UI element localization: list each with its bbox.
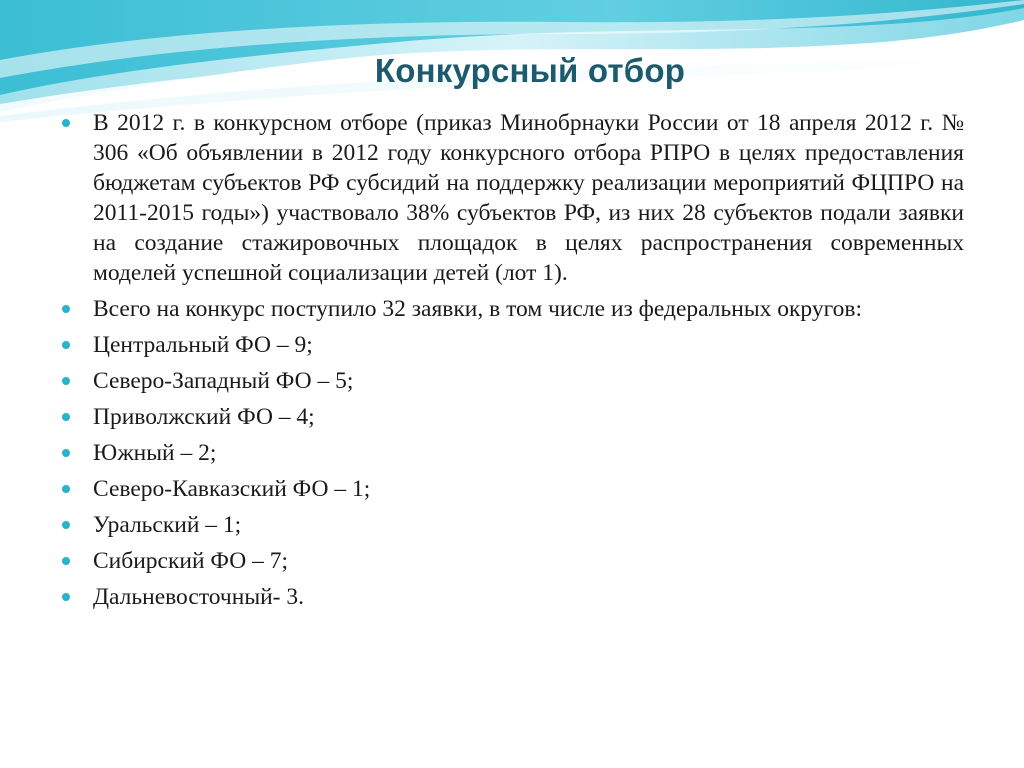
bullet-dot-icon: [62, 449, 70, 457]
bullet-dot-icon: [62, 593, 70, 601]
list-item: [62, 474, 964, 504]
list-item-text: Сибирский ФО – 7;: [93, 548, 289, 574]
bullet-dot-icon: [62, 557, 70, 565]
list-item-text: Северо-Западный ФО – 5;: [93, 368, 354, 394]
bullet-dot-icon: [62, 377, 70, 385]
list-item: [62, 330, 964, 360]
list-item-text: В 2012 г. в конкурсном отборе (приказ Минобрнауки России от 18 апреля 2012 г. № 306 «Об объявлении в 2012 году конкурсного отбора РПРО в целях предоставления бюджетам субъектов РФ субсидий на поддержку реализации мероприятий ФЦПРО на 2011-2015 годы») участвовало 38% субъектов РФ, из них 28 субъектов подали заявки на создание стажировочных площадок в целях распространения современных моделей успешной социализации детей (лот 1).: [93, 110, 964, 286]
list-item-text: Северо-Кавказский ФО – 1;: [93, 476, 371, 502]
list-item: [62, 108, 964, 288]
list-item-text: Центральный ФО – 9;: [93, 332, 313, 358]
list-item-text: Уральский – 1;: [93, 512, 242, 538]
list-item-text: Южный – 2;: [93, 440, 217, 466]
list-item: [62, 366, 964, 396]
list-item-text: Приволжский ФО – 4;: [93, 404, 315, 430]
list-item: [62, 546, 964, 576]
list-item-text: Всего на конкурс поступило 32 заявки, в том числе из федеральных округов:: [93, 296, 863, 322]
list-item: [62, 294, 964, 324]
bullet-dot-icon: [62, 413, 70, 421]
bullet-dot-icon: [62, 485, 70, 493]
bullet-list: [62, 108, 964, 618]
bullet-dot-icon: [62, 341, 70, 349]
bullet-dot-icon: [62, 119, 70, 127]
list-item: [62, 582, 964, 612]
list-item-text: Дальневосточный- 3.: [93, 584, 305, 610]
bullet-dot-icon: [62, 305, 70, 313]
slide-title: Конкурсный отбор: [374, 52, 686, 89]
list-item: [62, 510, 964, 540]
bullet-dot-icon: [62, 521, 70, 529]
list-item: [62, 402, 964, 432]
list-item: [62, 438, 964, 468]
